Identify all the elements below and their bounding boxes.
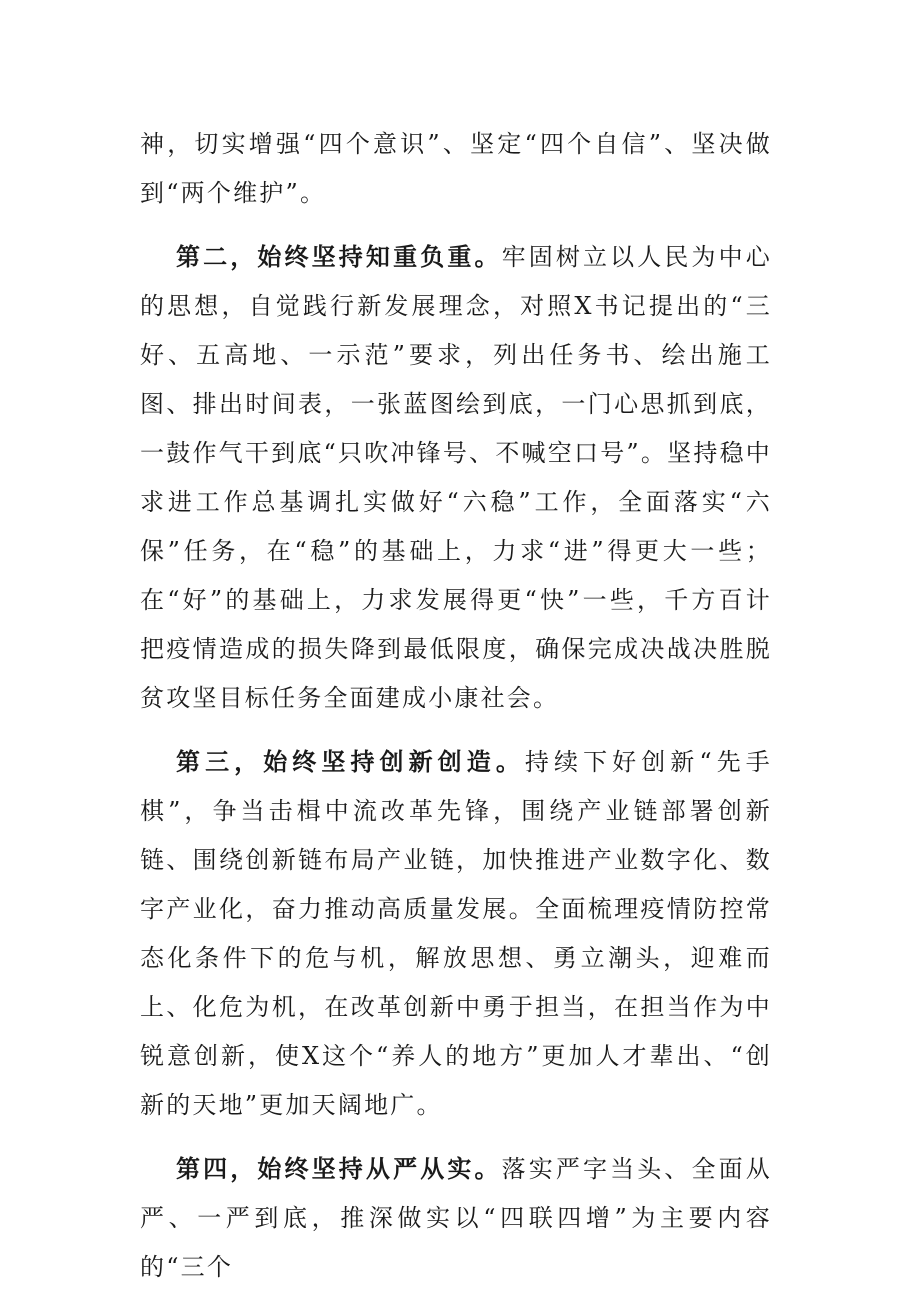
paragraph-text: 落实严字当头、全面从严、一严到底，推深做实以“四联四增”为主要内容的“三个: [140, 1155, 773, 1281]
paragraph-continued: [140, 120, 772, 218]
paragraph-text: 牢固树立以人民为中心的思想，自觉践行新发展理念，对照X书记提出的“三好、五高地、一示范”要求，列出任务书、绘出施工图、排出时间表，一张蓝图绘到底，一门心思抓到底，一鼓作气干到底“只吹冲锋号、不喊空口号”。坚持稳中求进工作总基调扎实做好“六稳”工作，全面落实“六保”任务，在“稳”的基础上，力求“进”得更大一些；在“好”的基础上，力求发展得更“快”一些，千方百计把疫情造成的损失降到最低限度，确保完成决战决胜脱贫攻坚目标任务全面建成小康社会。: [140, 243, 773, 712]
paragraph-second: [140, 232, 772, 723]
document-body: [140, 120, 772, 1306]
paragraph-text: 持续下好创新“先手棋”，争当击楫中流改革先锋，围绕产业链部署创新链、围绕创新链布局产业链，加快推进产业数字化、数字产业化，奋力推动高质量发展。全面梳理疫情防控常态化条件下的危与机，解放思想、勇立潮头，迎难而上、化危为机，在改革创新中勇于担当，在担当作为中锐意创新，使X这个“养人的地方”更加人才辈出、“创新的天地”更加天阔地广。: [140, 748, 772, 1119]
paragraph-lead-heading: 第二，始终坚持知重负重。: [176, 242, 502, 271]
paragraph-fourth: [140, 1144, 772, 1292]
paragraph-third: [140, 737, 772, 1130]
paragraph-text: 神，切实增强“四个意识”、坚定“四个自信”、坚决做到“两个维护”。: [140, 130, 772, 207]
paragraph-lead-heading: 第三，始终坚持创新创造。: [176, 747, 525, 776]
paragraph-lead-heading: 第四，始终坚持从严从实。: [176, 1154, 502, 1183]
